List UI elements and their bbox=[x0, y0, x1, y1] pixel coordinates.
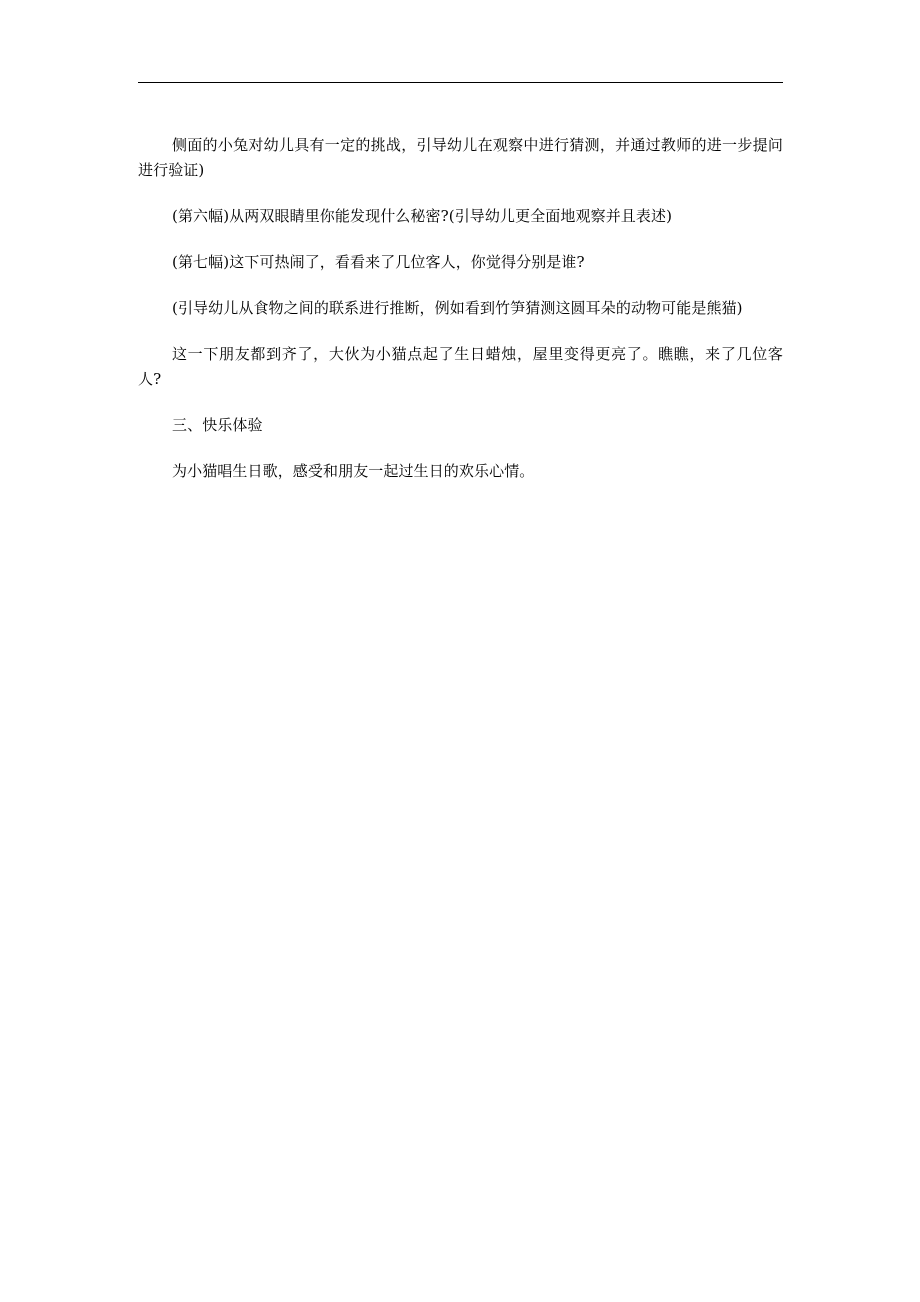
paragraph-sixth-picture: (第六幅)从两双眼睛里你能发现什么秘密?(引导幼儿更全面地观察并且表述) bbox=[172, 207, 673, 225]
header-rule bbox=[138, 82, 783, 83]
section-heading-happy-experience: 三、快乐体验 bbox=[172, 416, 263, 434]
paragraph-rabbit-challenge: 侧面的小兔对幼儿具有一定的挑战，引导幼儿在观察中进行猜测，并通过教师的进一步提问进行验证) bbox=[138, 136, 783, 179]
document-body bbox=[138, 133, 783, 505]
paragraph-birthday-song: 为小猫唱生日歌，感受和朋友一起过生日的欢乐心情。 bbox=[172, 462, 535, 480]
paragraph-food-inference: (引导幼儿从食物之间的联系进行推断，例如看到竹笋猜测这圆耳朵的动物可能是熊猫) bbox=[172, 299, 743, 317]
paragraph-birthday-candles: 这一下朋友都到齐了，大伙为小猫点起了生日蜡烛，屋里变得更亮了。瞧瞧，来了几位客人? bbox=[138, 345, 783, 388]
paragraph-seventh-picture: (第七幅)这下可热闹了，看看来了几位客人，你觉得分别是谁? bbox=[172, 253, 585, 271]
